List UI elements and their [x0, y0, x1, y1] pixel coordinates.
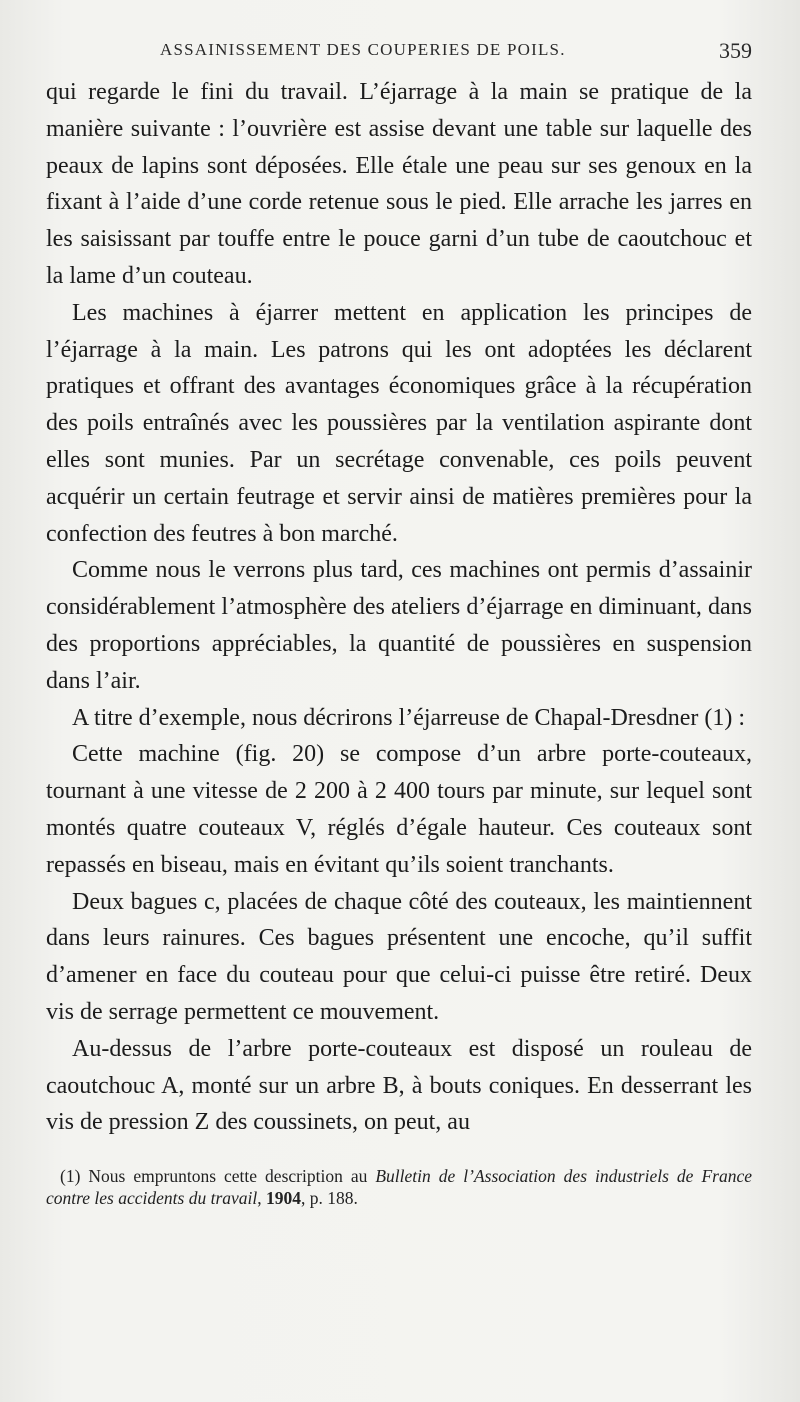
footnote-page: , p. 188.	[301, 1188, 358, 1209]
paragraph-assainir: Comme nous le verrons plus tard, ces machines ont permis d’assainir considérablement l’atmosphère des ateliers d’éjarrage en diminuant, dans des proportions appréciables, la quantité de poussières en suspension dans l’air.	[46, 557, 752, 694]
running-title: ASSAINISSEMENT DES COUPERIES DE POILS.	[160, 40, 566, 59]
paragraph-rouleau: Au-dessus de l’arbre porte-couteaux est disposé un rouleau de caoutchouc A, monté sur un arbre B, à bouts coniques. En desserrant les vis de pression Z des coussinets, on peut, au	[46, 1035, 752, 1136]
page-number: 359	[719, 38, 752, 63]
footnote-prefix: (1) Nous empruntons cette description au	[60, 1166, 376, 1187]
footnote-journal: Bulletin de l’Association des industriels de France contre les accidents du travail	[46, 1166, 752, 1209]
paragraph-bagues: Deux bagues c, placées de chaque côté des couteaux, les maintiennent dans leurs rainures. Ces bagues présentent une encoche, qu’il suffit d’amener en face du couteau pour que celui-ci puisse être retiré. Deux vis de serrage permettent ce mouvement.	[46, 888, 752, 1025]
body-text	[46, 74, 752, 1141]
footnote: (1) Nous empruntons cette description au Bulletin de l’Association des industriels de France contre les accidents du travail, 1904, p. 188.	[46, 1166, 752, 1209]
paragraph-continuation: qui regarde le fini du travail. L’éjarrage à la main se pratique de la manière suivante : l’ouvrière est assise devant une table sur laquelle des peaux de lapins sont déposées. Elle étale une peau sur ses genoux en la fixant à l’aide d’une corde retenue sous le pied. Elle arrache les jarres en les saisissant par touffe entre le pouce garni d’un tube de caoutchouc et la lame d’un couteau.	[46, 79, 752, 289]
paragraph-machine-description: Cette machine (fig. 20) se compose d’un arbre porte-couteaux, tournant à une vitesse de 2 200 à 2 400 tours par minute, sur lequel sont montés quatre couteaux V, réglés d’égale hauteur. Ces couteaux sont repassés en biseau, mais en évitant qu’ils soient tranchants.	[46, 741, 752, 878]
footnote-year: 1904	[266, 1188, 301, 1209]
page-header	[46, 30, 752, 74]
paragraph-machines: Les machines à éjarrer mettent en application les principes de l’éjarrage à la main. Les patrons qui les ont adoptées les déclarent pratiques et offrant des avantages économiques grâce à la récupération des poils entraînés avec les poussières par la ventilation aspirante dont elles sont munies. Par un secrétage convenable, ces poils peuvent acquérir un certain feutrage et servir ainsi de matières premières pour la confection des feutres à bon marché.	[46, 299, 752, 547]
paragraph-exemple: A titre d’exemple, nous décrirons l’éjarreuse de Chapal-Dresdner (1) :	[72, 704, 746, 731]
